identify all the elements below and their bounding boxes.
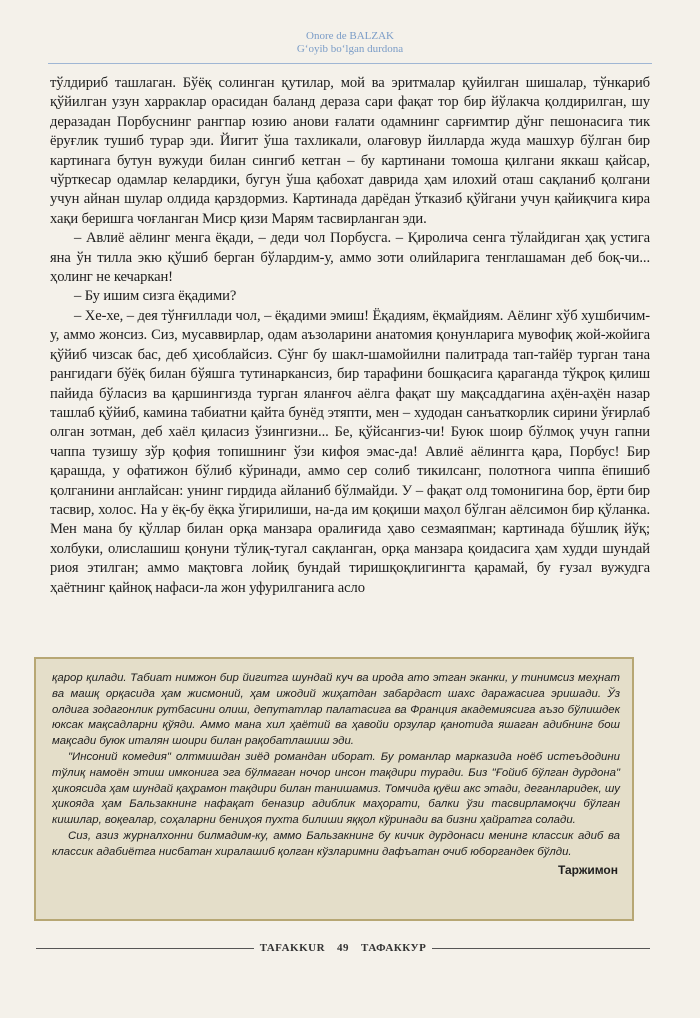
main-text (50, 74, 650, 598)
footer-journal-cyrillic: ТАФАККУР (361, 942, 427, 954)
translator-note-box (34, 657, 634, 921)
page-footer (36, 940, 650, 956)
header-work-title: G‘oyib bo‘lgan durdona (296, 43, 404, 55)
translator-signature: Таржимон (557, 862, 618, 877)
page-number: 49 (337, 942, 350, 954)
header-author: Onore de BALZAK (306, 30, 394, 42)
footer-journal-latin: TAFAKKUR (259, 942, 326, 954)
running-header (0, 30, 700, 56)
body-paragraph: – Авлиё аёлинг менга ёқади, – деди чол Порбусга. – Қиролича сенга тўлайдиган ҳақ устига яна ўн тилла экю қўшиб берган бўлардим-у, аммо зоти олийларига тенглашаман деб боқ-чи... ҳолинг не кечаркан! (50, 230, 650, 286)
body-paragraph: – Бу ишим сизга ёқадими? (74, 288, 237, 305)
body-paragraph: тўлдириб ташлаган. Бўёқ солинган қутилар, мой ва эритмалар қуйилган шишалар, тўнкариб қўйилган узун харраклар орасидан баланд дераза сари фақат тор бир йўлакча қолдирилган, шу деразадан Порбуснинг рангпар юзию анови ғалати одамнинг сарғимтир дўнг пешонасига тик ёруғлик тушиб турар эди. Йигит ўша тахликали, олағовур йилларда жуда машхур бўлган бир картинага бутун вужуди билан сингиб кетган – бу картинани томоша қилгани яккаш қайсар, чўрткесар одамлар келардики, бугун ўша қабохат даврида ҳам илохий оташ сақланиб қолгани учун айнан шулар олдида қарздормиз. Картинада дарёдан ўтказиб қўйгани учун қайиқчига кира хақи беришга чоғланган Миср қизи Марям тасвирланган эди. (50, 75, 650, 227)
footer-rule-left (36, 948, 254, 949)
note-paragraph: қарор қилади. Табиат нимжон бир йигитга шундай куч ва ирода ато этган эканки, у тинимсиз меҳнат ва машқ орқасида ҳам жисмоний, ҳам ижодий жиҳатдан забардаст шахс даражасига эришади. Ўз олдига зодагонлик рутбасини олиш, депутатлар палатасига ва Франция академиясига аъзо бўлишдек юксак мақсадларни қўяди. Аммо мана хил ҳаётий ва ҳавойи орзулар қанотида яшаган адибнинг бош мақсади буюк италян шоири билан рақобатлашиш эди. (52, 672, 620, 748)
note-paragraph: Сиз, азиз журналхонни билмадим-ку, аммо Бальзакнинг бу кичик дурдонаси менинг классик адиб ва классик адабиётга нисбатан хиралашиб қолган кўзларимни дафъатан очиб юборгандек бўлди. (52, 829, 620, 858)
header-divider (48, 63, 652, 64)
note-paragraph: "Инсоний комедия" олтмишдан зиёд романдан иборат. Бу романлар марказида ноёб истеъдодини тўлиқ намоён этиш имконига эга бўлмаган ночор инсон тақдири туради. Биз "Ғойиб бўлган дурдона" ҳикоясида ҳам шундай қаҳрамон тақдири билан танишамиз. Томчида қуёш акс этади, деганларидек, шу ҳикояда ҳам Бальзакнинг нафақат беназир адиблик маҳорати, балки ўзи тасвирламоқчи бўлган кишилар, воқеалар, соҳаларни бениҳоя пухта билиши яққол кўринади ва бизни ҳайратга солади. (52, 750, 620, 827)
footer-rule-right (432, 948, 650, 949)
body-paragraph: – Хе-хе, – дея тўнғиллади чол, – ёқадими эмиш! Ёқадиям, ёқмайдиям. Аёлинг хўб хушбичим-у, аммо жонсиз. Сиз, мусаввирлар, одам аъзоларини анатомия қонунларига мувофиқ жой-жойига қўйиб чизсак бас, деб ҳисоблайсиз. Сўнг бу шакл-шамойилни палитрада тап-тайёр турган тана рангидаги бўёқ билан бўяшга тутинаркансиз, бир тарафини бошқасига қараганда тўқроқ қилиш пайида бўласиз ва қаршингизда турган яланғоч аёлга фақат шу мақсаддагина аҳён-аҳён назар ташлаб қўйиб, камина табиатни қайта бунёд этяпти, мен – худодан санъаткорлик сирини ўғирлаб олган зотман, деб хаёл қиласиз ўзингизни... Бе, қўйсангиз-чи! Буюк шоир бўлмоқ учун гапни чаппа тузишу зўр қофия топишнинг ўзи кифоя эмас-да! Авлиё аёлингга қара, Порбус! Бир қарашда, у офатижон бўлиб кўринади, аммо сер солиб тикилсанг, полотнога чиппа ёпишиб қолганини англайсан: унинг гирдида айланиб бўлмайди. У – фақат олд томонигина бор, ёрти бир тасвир, холос. На у ёқ-бу ёқка ўгирилиши, на-да им қоқиши маҳол бўлган аёлсимон бир қўланка. Мен мана бу қўллар билан орқа манзара оралиғида ҳаво сезмаяпман; картинада бўшлиқ йўқ; холбуки, олислашиш қонуни тўлиқ-тугал сақланган, орқа манзара қоидасига ҳам худди шундай риоя этилган; аммо мақтовга лойиқ бундай тиришқоқлигингта қарамай, бу ғузал вужудга ҳаётнинг қайноқ нафаси-ла жон уфурилганига асло (50, 307, 650, 596)
